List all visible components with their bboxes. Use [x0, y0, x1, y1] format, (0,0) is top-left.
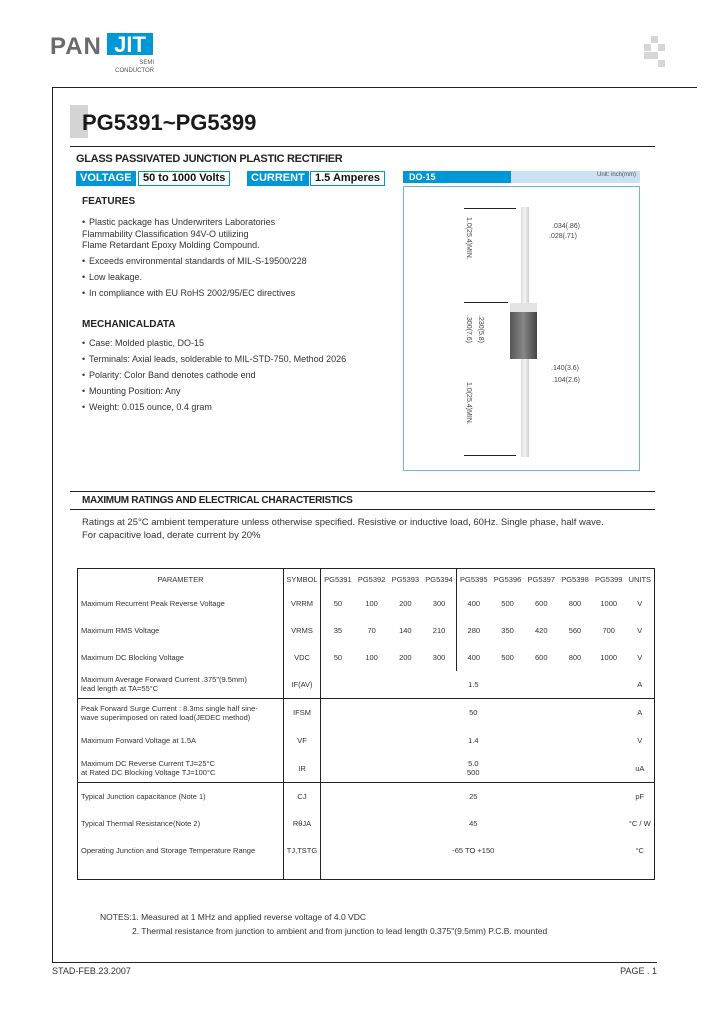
subtitle: GLASS PASSIVATED JUNCTION PLASTIC RECTIFIER — [76, 153, 343, 165]
unit-cell: V — [637, 736, 643, 745]
value-cell: 200 — [399, 599, 412, 608]
dim-lead-1: .034(.86) — [552, 223, 581, 230]
ratings-table — [77, 568, 655, 880]
table-row — [78, 591, 655, 617]
package-name: DO-15 — [403, 171, 511, 183]
parameter-cell: Maximum DC Reverse Current TJ=25°C at Rated DC Blocking Voltage TJ=100°C — [78, 755, 284, 783]
mechanical-item: • Mounting Position: Any — [82, 386, 181, 396]
parameter-cell: Maximum Recurrent Peak Reverse Voltage — [78, 591, 284, 617]
cathode-band — [510, 303, 537, 312]
value-cell: 280 — [467, 625, 481, 635]
current-value: 1.5 Amperes — [310, 171, 385, 186]
divider — [70, 146, 655, 147]
voltage-value: 50 to 1000 Volts — [138, 171, 230, 186]
dim-len-top: 1.0(25.4)MIN. — [465, 217, 472, 260]
value-cell: 70 — [367, 625, 376, 635]
diode-body — [510, 312, 537, 359]
dim-body-1: .300(7.6) — [465, 315, 472, 344]
voltage-label: VOLTAGE — [76, 171, 136, 186]
value-cell: 800 — [568, 599, 582, 608]
column-header: PG5398 — [561, 575, 589, 585]
parameter-cell: Maximum Average Forward Current .375"(9.5mm) lead length at TA=55°C — [78, 671, 284, 699]
column-header: PG5399 — [594, 575, 623, 585]
value-cell: 50 — [333, 599, 343, 608]
unit-cell: V — [637, 599, 643, 608]
parameter-cell: Maximum DC Blocking Voltage — [78, 644, 284, 671]
value-cell: 5.0 500 — [467, 759, 480, 778]
mechanical-item: • Polarity: Color Band denotes cathode end — [82, 370, 256, 380]
unit-cell: uA — [635, 763, 645, 773]
parameter-cell: Maximum RMS Voltage — [78, 617, 284, 644]
logo-pan: PAN — [50, 33, 102, 60]
symbol-cell: VDC — [284, 644, 321, 671]
value-cell: 1000 — [600, 652, 618, 662]
feature-item: • Exceeds environmental standards of MIL-S-19500/228 — [82, 256, 307, 266]
parameter-cell: Typical Thermal Resistance(Note 2) — [78, 810, 284, 837]
symbol-cell: IFSM — [284, 699, 321, 727]
column-header: PG5397 — [527, 575, 556, 585]
note-1: NOTES:1. Measured at 1 MHz and applied reverse voltage of 4.0 VDC — [100, 912, 366, 922]
unit-cell: °C / W — [628, 818, 651, 828]
table-row — [78, 755, 655, 783]
logo-sub-1: SEMI — [139, 60, 154, 66]
value-cell: 210 — [422, 617, 456, 644]
value-cell: 50 — [333, 652, 343, 662]
column-header: PG5394 — [422, 569, 456, 591]
symbol-cell: IR — [284, 755, 321, 783]
value-cell: 500 — [501, 599, 514, 608]
feature-item: • Low leakage. — [82, 272, 143, 282]
package-drawing — [403, 186, 640, 471]
column-header: PG5392 — [357, 575, 386, 585]
notes — [100, 910, 547, 938]
table-row — [78, 727, 655, 755]
symbol-cell: TJ,TSTG — [284, 837, 321, 864]
unit-cell: A — [637, 679, 643, 689]
value-cell: 25 — [321, 783, 626, 810]
dim-len-bottom: 1.0(25.4)MIN. — [465, 382, 472, 425]
package-header — [403, 171, 640, 183]
section-title: MAXIMUM RATINGS AND ELECTRICAL CHARACTERISTICS — [82, 495, 353, 506]
ratings-note: Ratings at 25°C ambient temperature unless otherwise specified. Resistive or inductive load, 60Hz. Single phase, half wave. For capacitive load, derate current by 20% — [82, 517, 604, 541]
logo-jit: JIT — [107, 33, 153, 55]
value-cell: 1.5 — [468, 679, 479, 689]
unit-cell: °C — [635, 845, 644, 855]
table-row — [78, 671, 655, 699]
logo-subtitle — [100, 59, 154, 75]
symbol-cell: VF — [284, 727, 321, 755]
feature-item: • In compliance with EU RoHS 2002/95/EC directives — [82, 288, 296, 298]
unit-cell: A — [626, 699, 655, 727]
table-row — [78, 837, 655, 864]
column-header: PG5396 — [493, 575, 522, 585]
value-cell: 500 — [501, 652, 514, 662]
dim-dia-2: .104(2.6) — [552, 377, 581, 384]
footer-divider — [52, 962, 657, 963]
logo-sub-2: CONDUCTOR — [115, 68, 154, 74]
symbol-cell: VRRM — [284, 591, 321, 617]
value-cell: 700 — [602, 625, 615, 635]
column-header: PG5395 — [460, 575, 488, 585]
value-cell: 400 — [467, 652, 481, 662]
value-cell: -65 TO +150 — [452, 845, 495, 855]
value-cell: 300 — [422, 644, 456, 671]
value-cell: 560 — [568, 625, 582, 635]
current-label: CURRENT — [247, 171, 309, 186]
table-row — [78, 617, 655, 644]
package-unit: Unit: inch(mm) — [596, 172, 636, 178]
value-cell: 140 — [399, 625, 412, 635]
page-border — [52, 87, 53, 963]
table-row — [78, 783, 655, 810]
features-heading: FEATURES — [82, 196, 136, 207]
feature-item: • Plastic package has Underwriters Laboratories Flammability Classification 94V-O utilizing Flame Retardant Epoxy Molding Compound. — [82, 217, 276, 250]
column-header: PG5393 — [391, 575, 420, 585]
symbol-cell: RθJA — [284, 810, 321, 837]
value-cell: 600 — [535, 652, 548, 662]
value-cell: 420 — [535, 625, 548, 635]
mechanical-item: • Case: Molded plastic, DO-15 — [82, 338, 205, 348]
note-2: 2. Thermal resistance from junction to ambient and from junction to lead length 0.375"(9.5mm) P.C.B. mounted — [132, 926, 548, 936]
value-cell: 400 — [467, 599, 481, 608]
column-header: PARAMETER — [78, 569, 284, 591]
column-header: UNITS — [628, 575, 652, 585]
footer-page: PAGE . 1 — [620, 966, 657, 976]
dim-dia-1: .140(3.6) — [551, 365, 580, 372]
value-cell: 200 — [399, 652, 412, 662]
symbol-cell: CJ — [284, 783, 321, 810]
unit-cell: V — [637, 625, 643, 635]
unit-cell: pF — [626, 783, 655, 810]
column-header: SYMBOL — [284, 569, 321, 591]
symbol-cell: IF(AV) — [284, 671, 321, 699]
value-cell: 45 — [469, 818, 478, 828]
parameter-cell: Peak Forward Surge Current : 8.3ms single half sine- wave superimposed on rated load(JEDEC method) — [78, 699, 284, 727]
table-row — [78, 644, 655, 671]
value-cell: 50 — [321, 699, 626, 727]
mechanical-heading: MECHANICALDATA — [82, 319, 176, 330]
parameter-cell: Maximum Forward Voltage at 1.5A — [78, 727, 284, 755]
dim-lead-2: .028(.71) — [549, 233, 578, 240]
value-cell: 1.4 — [468, 736, 479, 745]
mechanical-item: • Weight: 0.015 ounce, 0.4 gram — [82, 402, 212, 412]
mechanical-item: • Terminals: Axial leads, solderable to MIL-STD-750, Method 2026 — [82, 354, 347, 364]
value-cell: 300 — [422, 591, 456, 617]
symbol-cell: VRMS — [284, 617, 321, 644]
value-cell: 350 — [501, 625, 514, 635]
value-cell: 600 — [535, 599, 548, 608]
value-cell: 100 — [365, 652, 378, 662]
page-title: PG5391~PG5399 — [82, 110, 257, 135]
value-cell: 100 — [365, 599, 378, 608]
table-row — [78, 699, 655, 727]
value-cell: 1000 — [600, 599, 618, 608]
unit-cell: V — [637, 652, 643, 662]
footer-doc-id: STAD-FEB.23.2007 — [52, 966, 131, 976]
parameter-cell: Typical Junction capacitance (Note 1) — [78, 783, 284, 810]
dim-body-2: .230(5.8) — [477, 315, 484, 344]
value-cell: 800 — [568, 652, 582, 662]
value-cell: 35 — [333, 625, 343, 635]
column-header: PG5391 — [324, 575, 352, 585]
table-row — [78, 810, 655, 837]
parameter-cell: Operating Junction and Storage Temperature Range — [78, 837, 284, 864]
divider — [52, 87, 697, 88]
